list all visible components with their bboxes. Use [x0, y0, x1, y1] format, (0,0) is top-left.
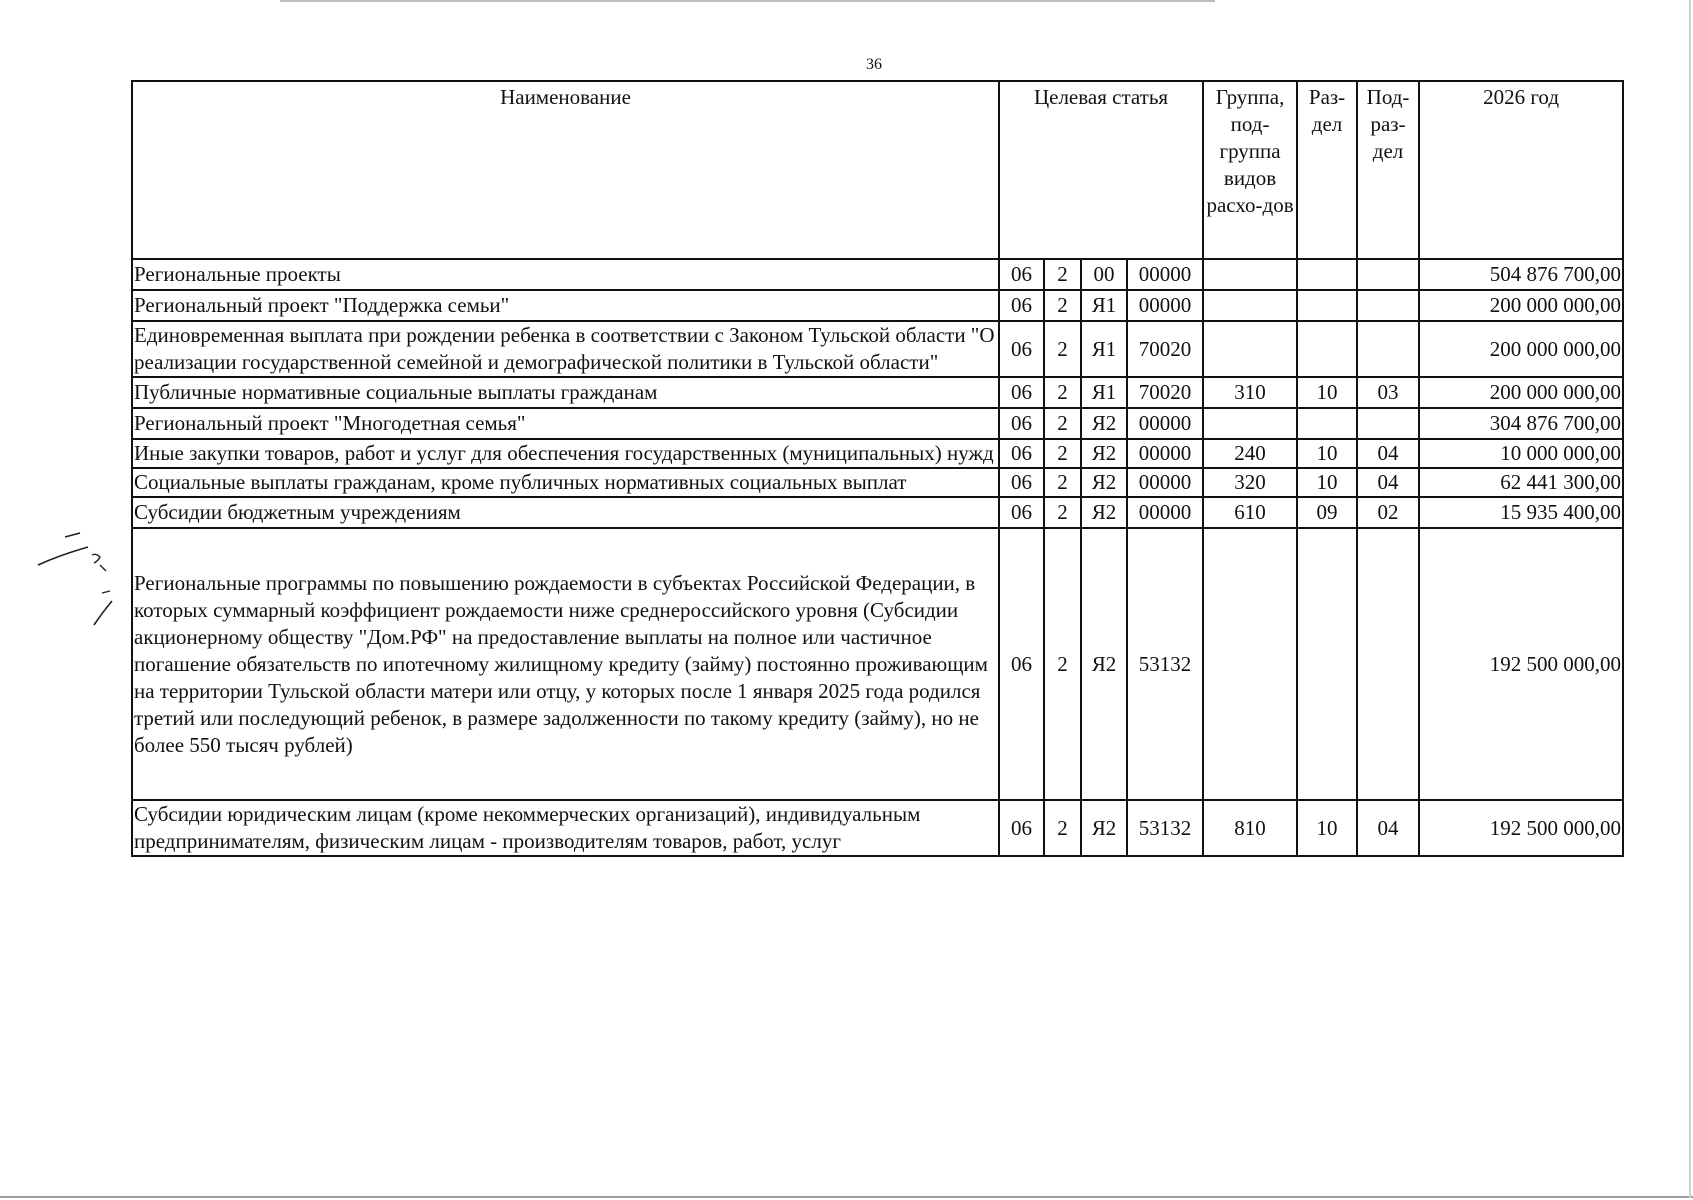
row-section [1297, 408, 1357, 439]
row-section: 10 [1297, 377, 1357, 408]
row-section: 10 [1297, 439, 1357, 468]
row-code-project: Я2 [1081, 800, 1127, 856]
row-code-subprogram: 2 [1044, 528, 1081, 800]
row-code-project: 00 [1081, 259, 1127, 290]
row-code-direction: 00000 [1127, 408, 1203, 439]
row-code-program: 06 [999, 800, 1044, 856]
row-code-subprogram: 2 [1044, 259, 1081, 290]
row-name: Единовременная выплата при рождении ребенка в соответствии с Законом Тульской области "О реализации государственной семейной и демографической политики в Тульской области" [132, 321, 999, 377]
right-scan-edge [1689, 0, 1691, 1198]
row-code-program: 06 [999, 528, 1044, 800]
row-subsection [1357, 259, 1419, 290]
row-code-project: Я2 [1081, 439, 1127, 468]
page-number: 36 [866, 56, 882, 73]
row-code-project: Я1 [1081, 290, 1127, 321]
row-section [1297, 321, 1357, 377]
row-subsection: 03 [1357, 377, 1419, 408]
row-name: Социальные выплаты гражданам, кроме публичных нормативных социальных выплат [132, 468, 999, 497]
row-amount: 200 000 000,00 [1419, 290, 1623, 321]
row-code-direction: 00000 [1127, 468, 1203, 497]
row-amount: 192 500 000,00 [1419, 800, 1623, 856]
table-row [132, 439, 1623, 468]
top-scan-rule [280, 0, 1215, 2]
row-section: 10 [1297, 468, 1357, 497]
row-code-program: 06 [999, 290, 1044, 321]
row-group: 810 [1203, 800, 1297, 856]
header-group: Группа, под-группа видов расхо-дов [1203, 81, 1297, 259]
row-amount: 192 500 000,00 [1419, 528, 1623, 800]
row-code-direction: 53132 [1127, 528, 1203, 800]
row-name: Субсидии бюджетным учреждениям [132, 497, 999, 528]
row-name: Публичные нормативные социальные выплаты гражданам [132, 377, 999, 408]
row-code-program: 06 [999, 439, 1044, 468]
row-group: 240 [1203, 439, 1297, 468]
row-code-subprogram: 2 [1044, 377, 1081, 408]
row-code-direction: 00000 [1127, 259, 1203, 290]
row-amount: 304 876 700,00 [1419, 408, 1623, 439]
row-subsection: 04 [1357, 468, 1419, 497]
row-section: 10 [1297, 800, 1357, 856]
row-group [1203, 290, 1297, 321]
row-code-project: Я1 [1081, 377, 1127, 408]
row-name: Региональные программы по повышению рождаемости в субъектах Российской Федерации, в которых суммарный коэффициент рождаемости ниже среднероссийского уровня (Субсидии акционерному обществу "Дом.РФ" на предоставление выплаты на полное или частичное погашение обязательств по ипотечному жилищному кредиту (займу) постоянно проживающим на территории Тульской области матери или отцу, у которых после 1 января 2025 года родился третий или последующий ребенок, в размере задолженности по такому кредиту (займу), но не более 550 тысяч рублей) [132, 528, 999, 800]
row-code-subprogram: 2 [1044, 408, 1081, 439]
header-target-article: Целевая статья [999, 81, 1203, 259]
row-group: 320 [1203, 468, 1297, 497]
row-code-subprogram: 2 [1044, 439, 1081, 468]
row-group [1203, 259, 1297, 290]
row-code-program: 06 [999, 468, 1044, 497]
row-group: 610 [1203, 497, 1297, 528]
row-code-direction: 70020 [1127, 321, 1203, 377]
row-name: Региональный проект "Многодетная семья" [132, 408, 999, 439]
row-amount: 10 000 000,00 [1419, 439, 1623, 468]
bottom-scan-rule [0, 1196, 1693, 1198]
row-code-program: 06 [999, 408, 1044, 439]
row-section [1297, 259, 1357, 290]
row-code-subprogram: 2 [1044, 290, 1081, 321]
table-row [132, 408, 1623, 439]
row-code-program: 06 [999, 377, 1044, 408]
header-subsection: Под-раз-дел [1357, 81, 1419, 259]
row-code-subprogram: 2 [1044, 800, 1081, 856]
row-code-subprogram: 2 [1044, 321, 1081, 377]
row-amount: 200 000 000,00 [1419, 377, 1623, 408]
row-code-project: Я2 [1081, 408, 1127, 439]
row-name: Иные закупки товаров, работ и услуг для обеспечения государственных (муниципальных) нужд [132, 439, 999, 468]
row-code-project: Я1 [1081, 321, 1127, 377]
row-subsection [1357, 528, 1419, 800]
table-row [132, 468, 1623, 497]
table-row [132, 800, 1623, 856]
row-name: Субсидии юридическим лицам (кроме некоммерческих организаций), индивидуальным предпринимателям, физическим лицам - производителям товаров, работ, услуг [132, 800, 999, 856]
row-code-direction: 00000 [1127, 439, 1203, 468]
table-header-row [132, 81, 1623, 259]
row-code-direction: 00000 [1127, 290, 1203, 321]
table-row [132, 290, 1623, 321]
row-code-direction: 00000 [1127, 497, 1203, 528]
row-amount: 504 876 700,00 [1419, 259, 1623, 290]
row-code-project: Я2 [1081, 497, 1127, 528]
row-name: Региональные проекты [132, 259, 999, 290]
row-code-program: 06 [999, 259, 1044, 290]
table-row [132, 321, 1623, 377]
row-group [1203, 321, 1297, 377]
header-section: Раз-дел [1297, 81, 1357, 259]
table-row [132, 377, 1623, 408]
row-code-subprogram: 2 [1044, 468, 1081, 497]
row-group [1203, 528, 1297, 800]
table-row [132, 528, 1623, 800]
row-group: 310 [1203, 377, 1297, 408]
table-row [132, 259, 1623, 290]
row-name: Региональный проект "Поддержка семьи" [132, 290, 999, 321]
header-name: Наименование [132, 81, 999, 259]
table-row [132, 497, 1623, 528]
row-code-program: 06 [999, 321, 1044, 377]
row-section: 09 [1297, 497, 1357, 528]
row-subsection [1357, 408, 1419, 439]
header-year: 2026 год [1419, 81, 1623, 259]
budget-table [131, 80, 1624, 857]
row-subsection: 02 [1357, 497, 1419, 528]
row-amount: 200 000 000,00 [1419, 321, 1623, 377]
row-subsection [1357, 290, 1419, 321]
row-amount: 62 441 300,00 [1419, 468, 1623, 497]
handwritten-marks-icon [30, 525, 120, 635]
row-code-direction: 70020 [1127, 377, 1203, 408]
row-subsection: 04 [1357, 439, 1419, 468]
row-section [1297, 528, 1357, 800]
row-group [1203, 408, 1297, 439]
row-subsection: 04 [1357, 800, 1419, 856]
row-amount: 15 935 400,00 [1419, 497, 1623, 528]
row-code-program: 06 [999, 497, 1044, 528]
row-section [1297, 290, 1357, 321]
row-code-project: Я2 [1081, 468, 1127, 497]
row-code-project: Я2 [1081, 528, 1127, 800]
row-code-direction: 53132 [1127, 800, 1203, 856]
row-subsection [1357, 321, 1419, 377]
row-code-subprogram: 2 [1044, 497, 1081, 528]
